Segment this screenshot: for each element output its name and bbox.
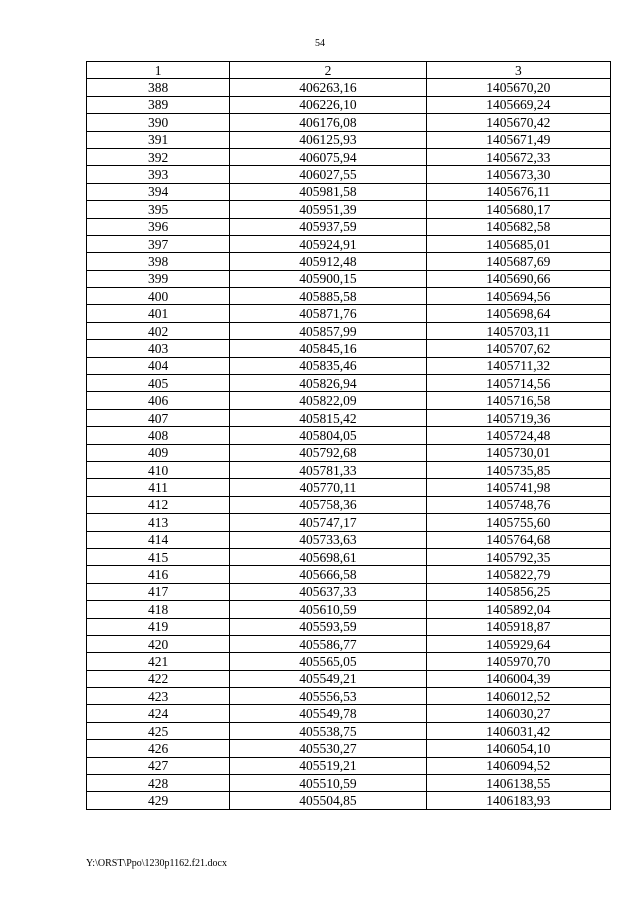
table-header-row [87, 62, 611, 79]
cell-point-number: 399 [87, 270, 230, 287]
cell-point-number: 394 [87, 183, 230, 200]
table-row [87, 392, 611, 409]
cell-point-number: 401 [87, 305, 230, 322]
table-row [87, 340, 611, 357]
cell-point-number: 403 [87, 340, 230, 357]
table-row [87, 235, 611, 252]
cell-y-coordinate: 1405673,30 [426, 166, 610, 183]
table-body [87, 62, 611, 810]
cell-y-coordinate: 1405672,33 [426, 148, 610, 165]
cell-x-coordinate: 405981,58 [230, 183, 426, 200]
cell-x-coordinate: 406263,16 [230, 79, 426, 96]
table-row [87, 270, 611, 287]
cell-y-coordinate: 1406094,52 [426, 757, 610, 774]
header-cell-x: 2 [230, 62, 426, 79]
cell-y-coordinate: 1405822,79 [426, 566, 610, 583]
cell-point-number: 422 [87, 670, 230, 687]
cell-point-number: 388 [87, 79, 230, 96]
cell-point-number: 414 [87, 531, 230, 548]
cell-y-coordinate: 1406031,42 [426, 722, 610, 739]
cell-x-coordinate: 405549,78 [230, 705, 426, 722]
cell-x-coordinate: 405565,05 [230, 653, 426, 670]
cell-y-coordinate: 1406054,10 [426, 740, 610, 757]
cell-y-coordinate: 1405929,64 [426, 635, 610, 652]
cell-x-coordinate: 405698,61 [230, 548, 426, 565]
cell-x-coordinate: 405815,42 [230, 409, 426, 426]
cell-point-number: 429 [87, 792, 230, 809]
table-row [87, 322, 611, 339]
cell-point-number: 404 [87, 357, 230, 374]
cell-point-number: 425 [87, 722, 230, 739]
table-row [87, 531, 611, 548]
table-row [87, 688, 611, 705]
cell-point-number: 408 [87, 427, 230, 444]
cell-x-coordinate: 405556,53 [230, 688, 426, 705]
cell-point-number: 402 [87, 322, 230, 339]
cell-x-coordinate: 405549,21 [230, 670, 426, 687]
cell-x-coordinate: 406226,10 [230, 96, 426, 113]
cell-point-number: 426 [87, 740, 230, 757]
cell-y-coordinate: 1405741,98 [426, 479, 610, 496]
cell-y-coordinate: 1405671,49 [426, 131, 610, 148]
cell-point-number: 411 [87, 479, 230, 496]
cell-x-coordinate: 405792,68 [230, 444, 426, 461]
cell-point-number: 423 [87, 688, 230, 705]
cell-y-coordinate: 1405669,24 [426, 96, 610, 113]
cell-y-coordinate: 1405694,56 [426, 288, 610, 305]
cell-x-coordinate: 405804,05 [230, 427, 426, 444]
cell-y-coordinate: 1405687,69 [426, 253, 610, 270]
cell-y-coordinate: 1405698,64 [426, 305, 610, 322]
cell-x-coordinate: 405666,58 [230, 566, 426, 583]
cell-x-coordinate: 406075,94 [230, 148, 426, 165]
table-row [87, 757, 611, 774]
cell-y-coordinate: 1405755,60 [426, 514, 610, 531]
table-row [87, 96, 611, 113]
cell-y-coordinate: 1405714,56 [426, 375, 610, 392]
cell-x-coordinate: 405733,63 [230, 531, 426, 548]
cell-point-number: 424 [87, 705, 230, 722]
table-row [87, 444, 611, 461]
footer-file-path: Y:\ORST\Ppo\1230p1162.f21.docx [86, 858, 227, 869]
table-row [87, 166, 611, 183]
cell-x-coordinate: 405770,11 [230, 479, 426, 496]
cell-y-coordinate: 1405682,58 [426, 218, 610, 235]
cell-x-coordinate: 405924,91 [230, 235, 426, 252]
cell-y-coordinate: 1405676,11 [426, 183, 610, 200]
table-row [87, 409, 611, 426]
table-row [87, 201, 611, 218]
table-row [87, 566, 611, 583]
cell-y-coordinate: 1405707,62 [426, 340, 610, 357]
table-row [87, 131, 611, 148]
cell-point-number: 418 [87, 601, 230, 618]
cell-y-coordinate: 1406138,55 [426, 775, 610, 792]
cell-point-number: 421 [87, 653, 230, 670]
header-cell-y: 3 [426, 62, 610, 79]
table-row [87, 722, 611, 739]
table-row [87, 653, 611, 670]
cell-y-coordinate: 1405856,25 [426, 583, 610, 600]
cell-y-coordinate: 1405670,20 [426, 79, 610, 96]
cell-x-coordinate: 405912,48 [230, 253, 426, 270]
cell-y-coordinate: 1405670,42 [426, 114, 610, 131]
cell-x-coordinate: 405900,15 [230, 270, 426, 287]
table-row [87, 218, 611, 235]
cell-x-coordinate: 406176,08 [230, 114, 426, 131]
table-row [87, 288, 611, 305]
table-row [87, 305, 611, 322]
cell-point-number: 395 [87, 201, 230, 218]
cell-point-number: 405 [87, 375, 230, 392]
cell-y-coordinate: 1406183,93 [426, 792, 610, 809]
cell-y-coordinate: 1405970,70 [426, 653, 610, 670]
cell-point-number: 416 [87, 566, 230, 583]
header-cell-point-number: 1 [87, 62, 230, 79]
cell-x-coordinate: 405504,85 [230, 792, 426, 809]
cell-point-number: 398 [87, 253, 230, 270]
cell-x-coordinate: 405610,59 [230, 601, 426, 618]
cell-y-coordinate: 1406012,52 [426, 688, 610, 705]
cell-point-number: 410 [87, 461, 230, 478]
cell-x-coordinate: 405937,59 [230, 218, 426, 235]
table-row [87, 357, 611, 374]
cell-y-coordinate: 1405918,87 [426, 618, 610, 635]
cell-x-coordinate: 405747,17 [230, 514, 426, 531]
cell-point-number: 409 [87, 444, 230, 461]
cell-y-coordinate: 1405716,58 [426, 392, 610, 409]
table-row [87, 775, 611, 792]
page-number: 54 [315, 38, 325, 49]
cell-point-number: 415 [87, 548, 230, 565]
cell-x-coordinate: 405593,59 [230, 618, 426, 635]
table-row [87, 79, 611, 96]
cell-x-coordinate: 405857,99 [230, 322, 426, 339]
cell-x-coordinate: 405835,46 [230, 357, 426, 374]
table-row [87, 705, 611, 722]
table-row [87, 148, 611, 165]
cell-point-number: 391 [87, 131, 230, 148]
cell-y-coordinate: 1405735,85 [426, 461, 610, 478]
cell-x-coordinate: 406027,55 [230, 166, 426, 183]
coordinates-table [86, 61, 611, 810]
cell-y-coordinate: 1405892,04 [426, 601, 610, 618]
table-row [87, 427, 611, 444]
table-row [87, 548, 611, 565]
cell-x-coordinate: 405781,33 [230, 461, 426, 478]
cell-y-coordinate: 1406030,27 [426, 705, 610, 722]
cell-point-number: 389 [87, 96, 230, 113]
cell-x-coordinate: 405845,16 [230, 340, 426, 357]
table-row [87, 114, 611, 131]
cell-x-coordinate: 405871,76 [230, 305, 426, 322]
cell-y-coordinate: 1405719,36 [426, 409, 610, 426]
table-row [87, 375, 611, 392]
table-row [87, 618, 611, 635]
cell-x-coordinate: 405530,27 [230, 740, 426, 757]
cell-point-number: 396 [87, 218, 230, 235]
table-row [87, 479, 611, 496]
cell-x-coordinate: 405885,58 [230, 288, 426, 305]
table-row [87, 183, 611, 200]
cell-point-number: 419 [87, 618, 230, 635]
cell-point-number: 400 [87, 288, 230, 305]
table-row [87, 670, 611, 687]
table-row [87, 792, 611, 809]
cell-y-coordinate: 1405685,01 [426, 235, 610, 252]
table-row [87, 461, 611, 478]
table-row [87, 514, 611, 531]
cell-point-number: 392 [87, 148, 230, 165]
cell-x-coordinate: 405519,21 [230, 757, 426, 774]
cell-y-coordinate: 1405748,76 [426, 496, 610, 513]
cell-y-coordinate: 1405703,11 [426, 322, 610, 339]
cell-point-number: 428 [87, 775, 230, 792]
cell-point-number: 407 [87, 409, 230, 426]
cell-x-coordinate: 405637,33 [230, 583, 426, 600]
cell-point-number: 417 [87, 583, 230, 600]
cell-point-number: 397 [87, 235, 230, 252]
table-row [87, 583, 611, 600]
table-row [87, 601, 611, 618]
cell-x-coordinate: 406125,93 [230, 131, 426, 148]
table-row [87, 635, 611, 652]
table-row [87, 253, 611, 270]
cell-y-coordinate: 1405690,66 [426, 270, 610, 287]
cell-y-coordinate: 1405792,35 [426, 548, 610, 565]
cell-point-number: 420 [87, 635, 230, 652]
cell-y-coordinate: 1405730,01 [426, 444, 610, 461]
cell-point-number: 393 [87, 166, 230, 183]
cell-point-number: 390 [87, 114, 230, 131]
table-row [87, 496, 611, 513]
table-row [87, 740, 611, 757]
cell-x-coordinate: 405538,75 [230, 722, 426, 739]
cell-y-coordinate: 1405764,68 [426, 531, 610, 548]
cell-x-coordinate: 405510,59 [230, 775, 426, 792]
cell-x-coordinate: 405951,39 [230, 201, 426, 218]
cell-y-coordinate: 1405724,48 [426, 427, 610, 444]
cell-point-number: 412 [87, 496, 230, 513]
cell-y-coordinate: 1405680,17 [426, 201, 610, 218]
cell-point-number: 406 [87, 392, 230, 409]
cell-y-coordinate: 1406004,39 [426, 670, 610, 687]
cell-x-coordinate: 405822,09 [230, 392, 426, 409]
cell-y-coordinate: 1405711,32 [426, 357, 610, 374]
cell-x-coordinate: 405586,77 [230, 635, 426, 652]
cell-x-coordinate: 405826,94 [230, 375, 426, 392]
cell-point-number: 427 [87, 757, 230, 774]
cell-point-number: 413 [87, 514, 230, 531]
cell-x-coordinate: 405758,36 [230, 496, 426, 513]
